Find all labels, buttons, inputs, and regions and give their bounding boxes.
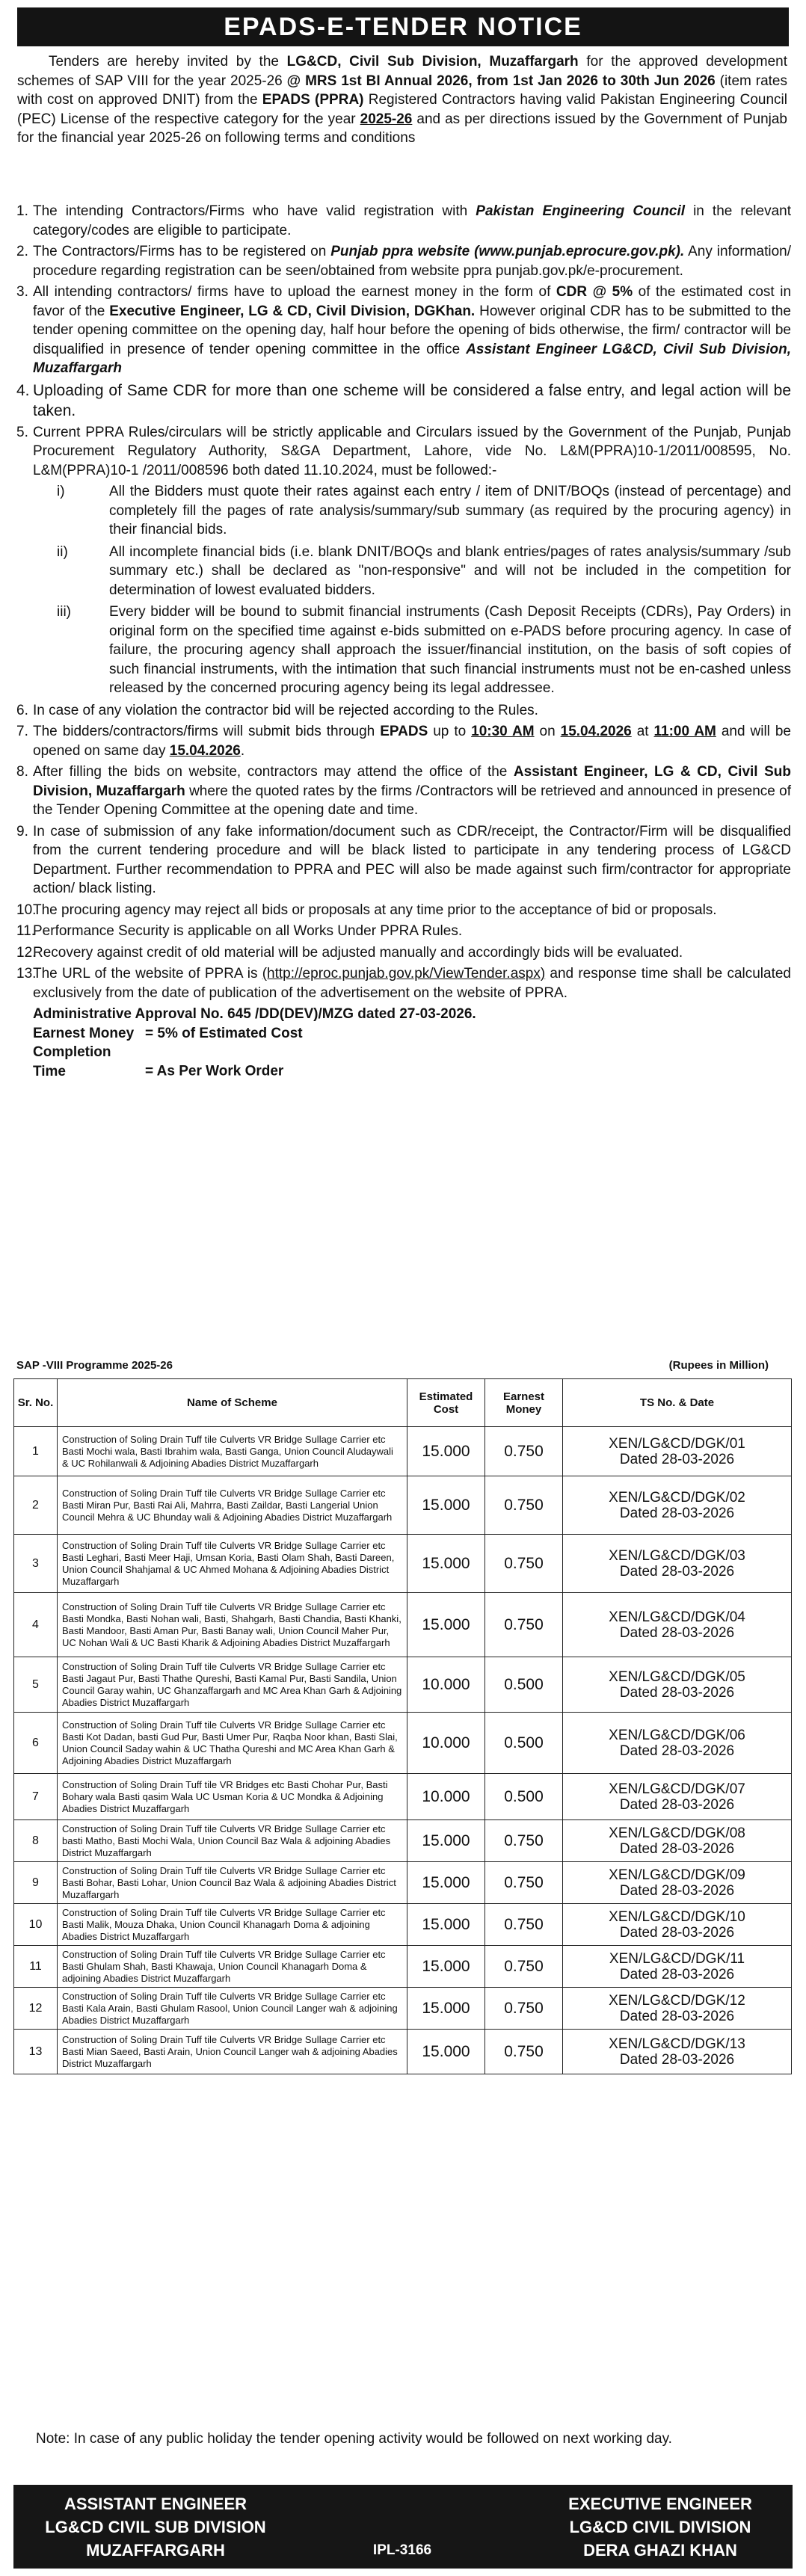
ts-number: XEN/LG&CD/DGK/06 [609,1727,745,1743]
scheme-name: Construction of Soling Drain Tuff tile Culverts VR Bridge Sullage Carrier etc Basti Miran Pur, Basti Rai Ali, Mahrra, Basti Zaildar, Basti Langerial Union Council Mehra & UC Bhunday wali & Adjoining Abadies District Muzaffargarh [58,1476,407,1535]
estimated-cost: 15.000 [407,1946,485,1988]
earnest-money-value: 0.500 [485,1774,563,1820]
clause-number: 4. [16,381,30,399]
table-row [14,2030,792,2074]
header-money: Earnest Money [485,1379,563,1427]
clause-text: All intending contractors/ firms have to upload the earnest money in the form of [33,284,551,300]
intro-paragraph [17,52,787,148]
scheme-sr: 2 [14,1476,58,1535]
earnest-money-value: 0.500 [485,1713,563,1774]
intro-text: Tenders are hereby invited by the [49,54,279,70]
clause-number: 12. [16,944,37,961]
table-row [14,1593,792,1657]
estimated-cost: 15.000 [407,1535,485,1593]
scheme-sr: 4 [14,1593,58,1657]
clause-body [33,283,791,378]
table-row [14,1657,792,1713]
ts-date: Dated 28-03-2026 [619,1451,735,1467]
table-header-row [14,1379,792,1427]
clause-text: Any information/ procedure regarding registration can be seen/obtained from website ppra punjab.gov.pk/e-procurement. [33,244,792,279]
clause-text: on [539,724,556,739]
clause-body: Uploading of Same CDR for more than one scheme will be considered a false entry, and legal action will be taken. [33,381,791,419]
clause-number: 6. [16,702,28,718]
header-ts: TS No. & Date [563,1379,792,1427]
scheme-sr: 10 [14,1904,58,1946]
intro-text: for the approved development schemes of SAP VIII for the year 2025-26 [17,54,788,89]
clause-bold: Executive Engineer, LG & CD, Civil Division, DGKhan. [109,303,476,319]
earnest-money-value: 0.750 [485,1946,563,1988]
ts-cell [563,1535,792,1593]
scheme-name: Construction of Soling Drain Tuff tile Culverts VR Bridge Sullage Carrier etc Basti Jagaut Pur, Basti Thathe Qureshi, Basti Kamal Pur, Basti Sandila, Union Council Garay wahin, UC Ghanzaffargarh and MC Area Khan Garh & Adjoining Abadies District Muzaffargarh [58,1657,407,1713]
ts-date: Dated 28-03-2026 [619,1624,735,1641]
ts-number: XEN/LG&CD/DGK/05 [609,1668,745,1685]
ts-date: Dated 28-03-2026 [619,1563,735,1580]
scheme-name: Construction of Soling Drain Tuff tile Culverts VR Bridge Sullage Carrier etc Basti Kala Arain, Basti Ghulam Rasool, Union Council Langer wah & adjoining Abadies District Muzaffargarh [58,1988,407,2030]
scheme-name: Construction of Soling Drain Tuff tile Culverts VR Bridge Sullage Carrier etc basti Matho, Basti Mochi Wala, Union Council Baz Wala & adjoining Abadies District Muzaffargarh [58,1820,407,1862]
clause-body: Recovery against credit of old material will be adjusted manually and accordingly bids will be evaluated. [33,944,683,961]
earnest-money-value: = 5% of Estimated Cost [145,1025,303,1041]
ts-date: Dated 28-03-2026 [619,1924,735,1941]
earnest-money-value: 0.750 [485,1820,563,1862]
scheme-sr: 8 [14,1820,58,1862]
ts-cell [563,1988,792,2030]
earnest-money-value: 0.750 [485,1593,563,1657]
scheme-sr: 5 [14,1657,58,1713]
earnest-money-value: 0.750 [485,1476,563,1535]
header-name: Name of Scheme [58,1379,407,1427]
admin-approval [33,1005,791,1024]
clause-13 [13,964,791,1002]
submit-time: 10:30 AM [471,724,535,739]
clause-5-sub-2 [57,543,791,600]
clause-8 [13,762,791,820]
earnest-money-value: 0.750 [485,1427,563,1476]
table-row [14,1988,792,2030]
clause-number: 9. [16,823,28,839]
ts-number: XEN/LG&CD/DGK/12 [609,1992,745,2009]
clause-10 [13,901,791,920]
estimated-cost: 15.000 [407,1820,485,1862]
clause-text: and response time shall be calculated exclusively from the date of publication of the advertisement on the website of PPRA. [33,966,791,1001]
schemes-table [13,1378,792,2074]
clause-number: 2. [16,244,28,259]
sub-number: ii) [57,543,68,560]
clause-body: In case of submission of any fake information/document such as CDR/receipt, the Contractor/Firm will be disqualified from the current tendering procedure and will be black listed to participate in any tendering process of LG&CD Department. Further recommendation to PPRA and PEC will also be made against such firm/contractor for appropriate action/ black listing. [33,823,791,896]
notice-title: EPADS-E-TENDER NOTICE [17,7,789,46]
intro-epads: EPADS (PPRA) [262,92,364,108]
scheme-sr: 1 [14,1427,58,1476]
ts-date: Dated 28-03-2026 [619,1684,735,1701]
sub-text: Every bidder will be bound to submit financial instruments (Cash Deposit Receipts (CDRs), Pay Orders) in original form on the specified time against e-bids submitted on e-PADS before procuring agency. In case of failure, the procuring agency shall approach the issuer/financial institution, on the basis of soft copies of such financial instruments, with the intimation that such financial instruments must not be en-cashed unless released by the concerned procuring agency being its legal addressee. [109,604,791,696]
clause-bold: CDR @ 5% [556,284,633,300]
clause-number: 10. [16,902,37,918]
ts-date: Dated 28-03-2026 [619,1505,735,1521]
ts-cell [563,1657,792,1713]
clause-5-sub-1 [57,482,791,540]
scheme-sr: 9 [14,1862,58,1904]
ts-cell [563,1904,792,1946]
intro-rates: @ MRS 1st BI Annual 2026, from 1st Jan 2026 to 30th Jun 2026 [286,73,716,89]
scheme-name: Construction of Soling Drain Tuff tile Culverts VR Bridge Sullage Carrier etc Basti Bohar, Basti Lohar, Union Council Baz Wala & adjoining Abadies District Muzaffargarh [58,1862,407,1904]
clause-text: and will be opened on same day [33,724,791,759]
admin-approval-value: 645 /DD(DEV)/MZG dated 27-03-2026. [227,1006,476,1022]
clause-4 [13,380,791,421]
ts-date: Dated 28-03-2026 [619,2051,735,2068]
clause-6 [13,701,791,721]
estimated-cost: 10.000 [407,1774,485,1820]
table-row [14,1946,792,1988]
executive-engineer-block [537,2492,784,2562]
clause-text: in the relevant category/codes are eligible to participate. [33,203,792,238]
estimated-cost: 15.000 [407,1476,485,1535]
earnest-money-value: 0.750 [485,1988,563,2030]
earnest-money-value: 0.750 [485,1904,563,1946]
ts-number: XEN/LG&CD/DGK/02 [609,1489,745,1506]
clause-1 [13,202,791,240]
clause-text: of the estimated cost in favor of the [33,284,792,319]
ts-date: Dated 28-03-2026 [619,1743,735,1759]
clause-text: where the quoted rates by the firms /Contractors will be retrieved and announced in presence of the Tender Opening Committee at the opening date and time. [33,783,791,818]
sub-text: All the Bidders must quote their rates against each entry / item of DNIT/BOQs (instead of percentage) and completely fill the pages of rate analysis/summary/sub summary (as required by the procuring agency) in their financial bids. [109,484,791,537]
clause-text: The intending Contractors/Firms who have valid registration with [33,203,468,219]
scheme-sr: 7 [14,1774,58,1820]
table-row [14,1476,792,1535]
holiday-note: Note: In case of any public holiday the tender opening activity would be followed on next working day. [36,2431,672,2447]
table-row [14,1713,792,1774]
table-row [14,1904,792,1946]
sub-number: iii) [57,604,71,620]
table-row [14,1774,792,1820]
admin-approval-label: Administrative Approval No. [33,1006,224,1022]
ts-cell [563,1427,792,1476]
clause-number: 11. [16,923,36,939]
estimated-cost: 10.000 [407,1657,485,1713]
signatory-location: DERA GHAZI KHAN [583,2541,737,2560]
clause-3 [13,283,791,378]
ts-number: XEN/LG&CD/DGK/13 [609,2036,745,2052]
clause-number: 7. [16,724,28,739]
clause-text: at [636,724,649,739]
completion-time [33,1043,791,1081]
clause-bold: Pakistan Engineering Council [476,203,685,219]
clause-5 [13,423,791,481]
estimated-cost: 15.000 [407,1904,485,1946]
estimated-cost: 15.000 [407,1593,485,1657]
signatory-title: ASSISTANT ENGINEER [64,2495,247,2513]
clause-text: . [240,742,245,759]
clause-body [33,762,791,820]
tender-notice [13,7,793,2569]
signatory-office: LG&CD CIVIL SUB DIVISION [45,2518,266,2536]
ts-number: XEN/LG&CD/DGK/11 [609,1950,745,1967]
clause-number: 3. [16,284,28,300]
clause-body: In case of any violation the contractor bid will be rejected according to the Rules. [33,702,538,718]
estimated-cost: 15.000 [407,1427,485,1476]
estimated-cost: 15.000 [407,1988,485,2030]
submit-date: 15.04.2026 [560,724,632,739]
scheme-sr: 3 [14,1535,58,1593]
earnest-money-value: 0.750 [485,1862,563,1904]
scheme-sr: 12 [14,1988,58,2030]
intro-text: (item rates with cost on approved DNIT) from the [17,73,787,108]
table-row [14,1427,792,1476]
ts-number: XEN/LG&CD/DGK/01 [609,1435,745,1452]
clause-bold: Assistant Engineer LG&CD, Civil Sub Division, Muzaffargarh [33,341,791,376]
signatory-office: LG&CD CIVIL DIVISION [569,2518,751,2536]
estimated-cost: 15.000 [407,2030,485,2074]
ts-date: Dated 28-03-2026 [619,2008,735,2024]
ts-cell [563,1820,792,1862]
ts-number: XEN/LG&CD/DGK/09 [609,1867,745,1883]
scheme-sr: 11 [14,1946,58,1988]
signature-footer [13,2485,793,2569]
clause-number: 1. [16,203,28,219]
clause-body: Current PPRA Rules/circulars will be strictly applicable and Circulars issued by the Government of the Punjab, Punjab Procurement Regulatory Authority, S&GA Department, Lahore, vide No. L&M(PPRA)10-1/2011/008595, No. L&M(PPRA)10-1 /2011/008596 both dated 11.10.2024, must be followed:- [33,424,791,478]
clause-text: However original CDR has to be submitted to the tender opening committee on the opening day, half hour before the opening of bids otherwise, the firm/ contractor will be disqualified in presence of tender opening committee in the office [33,303,791,357]
scheme-sr: 13 [14,2030,58,2074]
scheme-name: Construction of Soling Drain Tuff tile VR Bridges etc Basti Chohar Pur, Basti Bohary wala Basti qasim Wala UC Usman Koria & UC Mondka & Adjoining Abadies District Muzaffargarh [58,1774,407,1820]
header-sr: Sr. No. [14,1379,58,1427]
table-row [14,1862,792,1904]
ts-cell [563,1713,792,1774]
scheme-name: Construction of Soling Drain Tuff tile Culverts VR Bridge Sullage Carrier etc Basti Mondka, Basti Nohan wali, Basti, Shahgarh, Basti Chandia, Basti Khanki, Basti Mandoor, Basti Aman Pur, Basti Banay wali, Union Council Maher Pur, UC Nohan Wali & UC Basti Kharik & Adjoining Abadies District Muzaffargarh [58,1593,407,1657]
approval-block [33,1005,791,1081]
table-row [14,1535,792,1593]
ts-date: Dated 28-03-2026 [619,1840,735,1857]
ts-cell [563,1593,792,1657]
scheme-name: Construction of Soling Drain Tuff tile Culverts VR Bridge Sullage Carrier etc Basti Leghari, Basti Meer Haji, Umsan Koria, Basti Olam Shah, Basti Dareen, Union Council Shahjamal & UC Ahmed Mohana & Adjoining Abadies District Muzaffargarh [58,1535,407,1593]
table-row [14,1820,792,1862]
clause-number: 8. [16,764,28,780]
assistant-engineer-block [43,2492,268,2562]
clause-11 [13,922,791,941]
ts-cell [563,1862,792,1904]
clause-text: up to [433,724,467,739]
ipl-number: IPL-3166 [372,2542,432,2558]
clause-bold: Assistant Engineer, LG & CD, Civil Sub Division, Muzaffargarh [33,764,791,799]
intro-year: 2025-26 [360,111,413,127]
ppra-url-link[interactable]: (http://eproc.punjab.gov.pk/ViewTender.aspx) [262,966,546,982]
programme-title: SAP -VIII Programme 2025-26 [16,1359,173,1372]
signatory-title: EXECUTIVE ENGINEER [568,2495,752,2513]
ts-cell [563,1476,792,1535]
clause-text: The URL of the website of PPRA is [33,966,258,982]
ts-cell [563,1774,792,1820]
earnest-money-value: 0.500 [485,1657,563,1713]
ts-number: XEN/LG&CD/DGK/10 [609,1908,745,1925]
scheme-name: Construction of Soling Drain Tuff tile Culverts VR Bridge Sullage Carrier etc Basti Kot Dadan, basti Gud Pur, Basti Umer Pur, Raqba Noor khan, Basti Slai, Union Council Saday wahin & UC Thatha Qureshi and MC Area Khan Garh & Adjoining Abadies District Muzaffargarh [58,1713,407,1774]
clause-bold: EPADS [380,724,428,739]
scheme-sr: 6 [14,1713,58,1774]
earnest-money-value: 0.750 [485,1535,563,1593]
clause-number: 13. [16,966,37,982]
ts-date: Dated 28-03-2026 [619,1796,735,1813]
ts-cell [563,2030,792,2074]
clause-bold: Punjab ppra website (www.punjab.eprocure.gov.pk). [330,244,685,259]
completion-time-value: = As Per Work Order [145,1063,284,1079]
sub-number: i) [57,484,65,499]
ts-cell [563,1946,792,1988]
clause-body [33,722,791,760]
ts-number: XEN/LG&CD/DGK/07 [609,1781,745,1797]
clause-number: 5. [16,424,28,440]
header-cost: Estimated Cost [407,1379,485,1427]
scheme-name: Construction of Soling Drain Tuff tile Culverts VR Bridge Sullage Carrier etc Basti Mochi wala, Basti Ibrahim wala, Basti Ganga, Union Council Aludaywali & UC Rohilanwali & Adjoining Abadies District Muzaffargarh [58,1427,407,1476]
earnest-money [33,1024,791,1044]
clause-body [33,964,791,1002]
clause-12 [13,943,791,963]
sub-text: All incomplete financial bids (i.e. blank DNIT/BOQs and blank entries/pages of rates analysis/summary /sub summary etc.) shall be declared as "non-responsive" and will not be included in the competition for determination of lowest evaluated bidders. [109,543,791,598]
clause-body: The procuring agency may reject all bids or proposals at any time prior to the acceptance of bid or proposals. [33,902,717,918]
ts-date: Dated 28-03-2026 [619,1966,735,1982]
clause-5-sub-3 [57,603,791,698]
scheme-name: Construction of Soling Drain Tuff tile Culverts VR Bridge Sullage Carrier etc Basti Mian Saeed, Basti Arain, Union Council Langer wah & adjoining Abadies District Muzaffargarh [58,2030,407,2074]
clause-body [33,242,791,280]
intro-text: and as per directions issued by the Government of Punjab for the financial year 2025-26 on following terms and conditions [17,111,788,146]
estimated-cost: 15.000 [407,1862,485,1904]
completion-time-label: Completion Time [33,1044,111,1079]
earnest-money-label: Earnest Money [33,1025,135,1041]
terms-list [13,202,791,1081]
clause-7 [13,722,791,760]
table-caption [13,1359,791,1377]
scheme-name: Construction of Soling Drain Tuff tile Culverts VR Bridge Sullage Carrier etc Basti Malik, Mouza Dhaka, Union Council Khanagarh Doma & adjoining Abadies District Muzaffargarh [58,1904,407,1946]
clause-text: The Contractors/Firms has to be registered on [33,244,327,259]
clause-text: After filling the bids on website, contractors may attend the office of the [33,764,508,780]
clause-2 [13,242,791,280]
clause-body [33,202,791,240]
intro-office: LG&CD, Civil Sub Division, Muzaffargarh [286,54,579,70]
clause-body: Performance Security is applicable on all Works Under PPRA Rules. [33,923,463,939]
clause-text: The bidders/contractors/firms will submit bids through [33,724,375,739]
earnest-money-value: 0.750 [485,2030,563,2074]
ts-number: XEN/LG&CD/DGK/08 [609,1825,745,1841]
ts-number: XEN/LG&CD/DGK/03 [609,1547,745,1564]
signatory-location: MUZAFFARGARH [86,2541,225,2560]
units-label: (Rupees in Million) [668,1359,769,1372]
clause-9 [13,822,791,899]
ts-number: XEN/LG&CD/DGK/04 [609,1609,745,1625]
open-date: 15.04.2026 [169,742,241,759]
estimated-cost: 10.000 [407,1713,485,1774]
scheme-name: Construction of Soling Drain Tuff tile Culverts VR Bridge Sullage Carrier etc Basti Ghulam Shah, Basti Khawaja, Union Council Khanagarh Doma & adjoining Abadies District Muzaffargarh [58,1946,407,1988]
intro-text: Registered Contractors having valid Pakistan Engineering Council (PEC) License of the respective category for the year [17,92,787,127]
ts-date: Dated 28-03-2026 [619,1882,735,1899]
open-time: 11:00 AM [653,724,716,739]
